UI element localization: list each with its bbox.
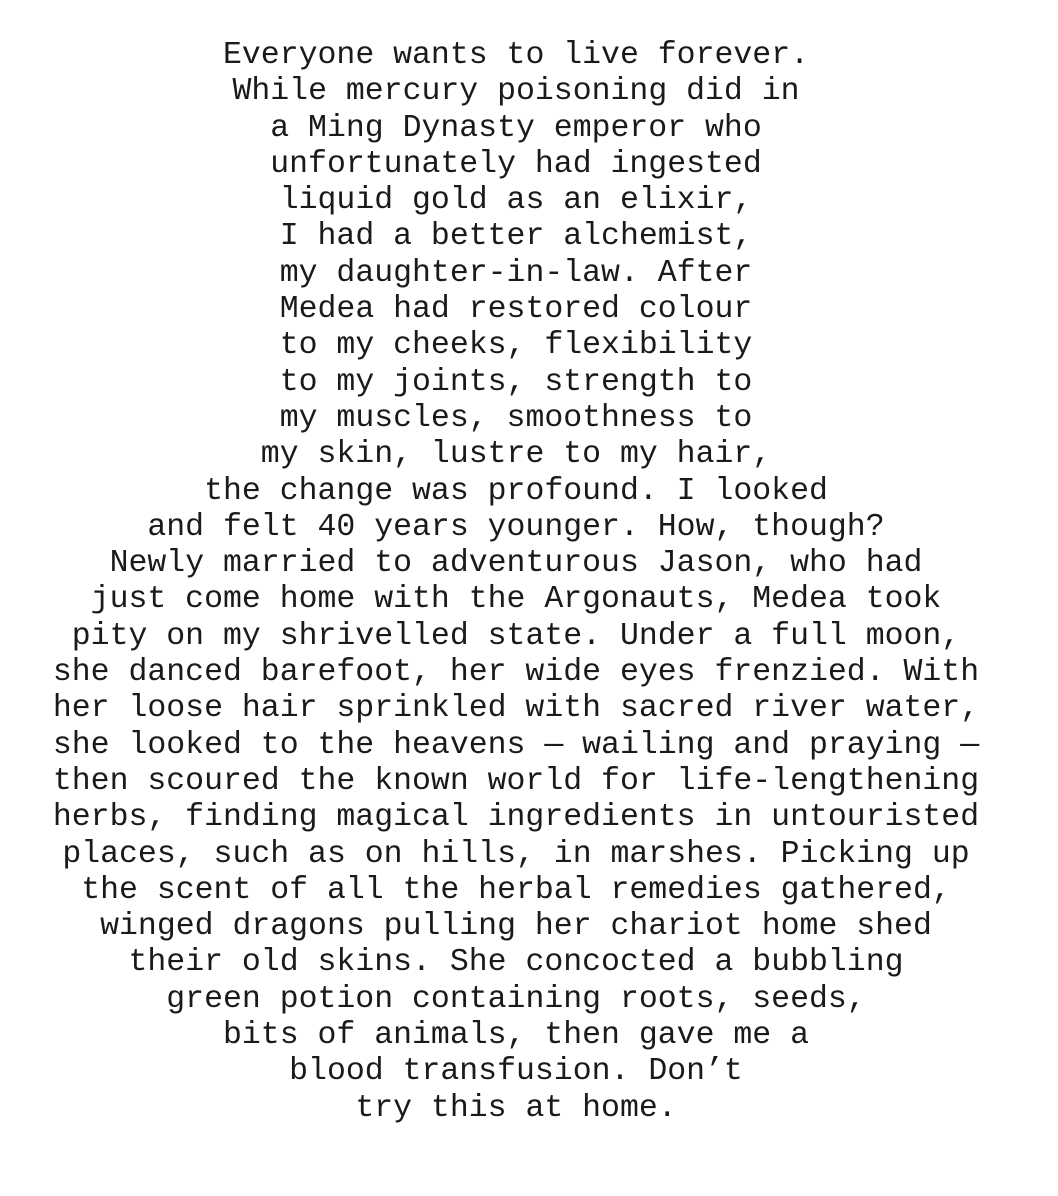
poem-line: winged dragons pulling her chariot home shed xyxy=(100,909,932,945)
poem-line: to my joints, strength to xyxy=(279,364,753,400)
poem-line: my skin, lustre to my hair, xyxy=(260,437,772,473)
poem-line: and felt 40 years younger. How, though? xyxy=(147,509,885,545)
poem-line: blood transfusion. Don’t xyxy=(289,1054,743,1090)
poem-line: she looked to the heavens — wailing and praying — xyxy=(52,727,980,763)
poem-line: places, such as on hills, in marshes. Picking up xyxy=(62,836,970,872)
poem-line: she danced barefoot, her wide eyes frenzied. With xyxy=(52,655,980,691)
poem-line: Medea had restored colour xyxy=(279,292,753,328)
poem-line: then scoured the known world for life-lengthening xyxy=(52,763,980,799)
poem-line: While mercury poisoning did in xyxy=(232,74,800,110)
poem-line: my muscles, smoothness to xyxy=(279,400,753,436)
poem-text xyxy=(0,38,1032,1127)
poem-line: to my cheeks, flexibility xyxy=(279,328,753,364)
poem-line: their old skins. She concocted a bubbling xyxy=(128,945,904,981)
poem-line: herbs, finding magical ingredients in untouristed xyxy=(52,800,980,836)
poem-line: Newly married to adventurous Jason, who had xyxy=(109,546,923,582)
poem-line: Everyone wants to live forever. xyxy=(223,38,809,73)
poem-line: just come home with the Argonauts, Medea took xyxy=(90,582,942,618)
poem-line: my daughter-in-law. After xyxy=(279,255,753,291)
poem-line: the change was profound. I looked xyxy=(204,473,828,509)
poem-line: a Ming Dynasty emperor who xyxy=(270,110,762,146)
poem-line: her loose hair sprinkled with sacred river water, xyxy=(52,691,980,727)
poem-line: I had a better alchemist, xyxy=(279,219,753,255)
poem-line: try this at home. xyxy=(355,1090,677,1126)
poem-line: unfortunately had ingested xyxy=(270,146,762,182)
poem-line: the scent of all the herbal remedies gathered, xyxy=(81,872,951,908)
poem-line: pity on my shrivelled state. Under a full moon, xyxy=(71,618,961,654)
poem-line: bits of animals, then gave me a xyxy=(223,1018,809,1054)
poem-line: liquid gold as an elixir, xyxy=(279,183,753,219)
poem-line: green potion containing roots, seeds, xyxy=(166,981,866,1017)
